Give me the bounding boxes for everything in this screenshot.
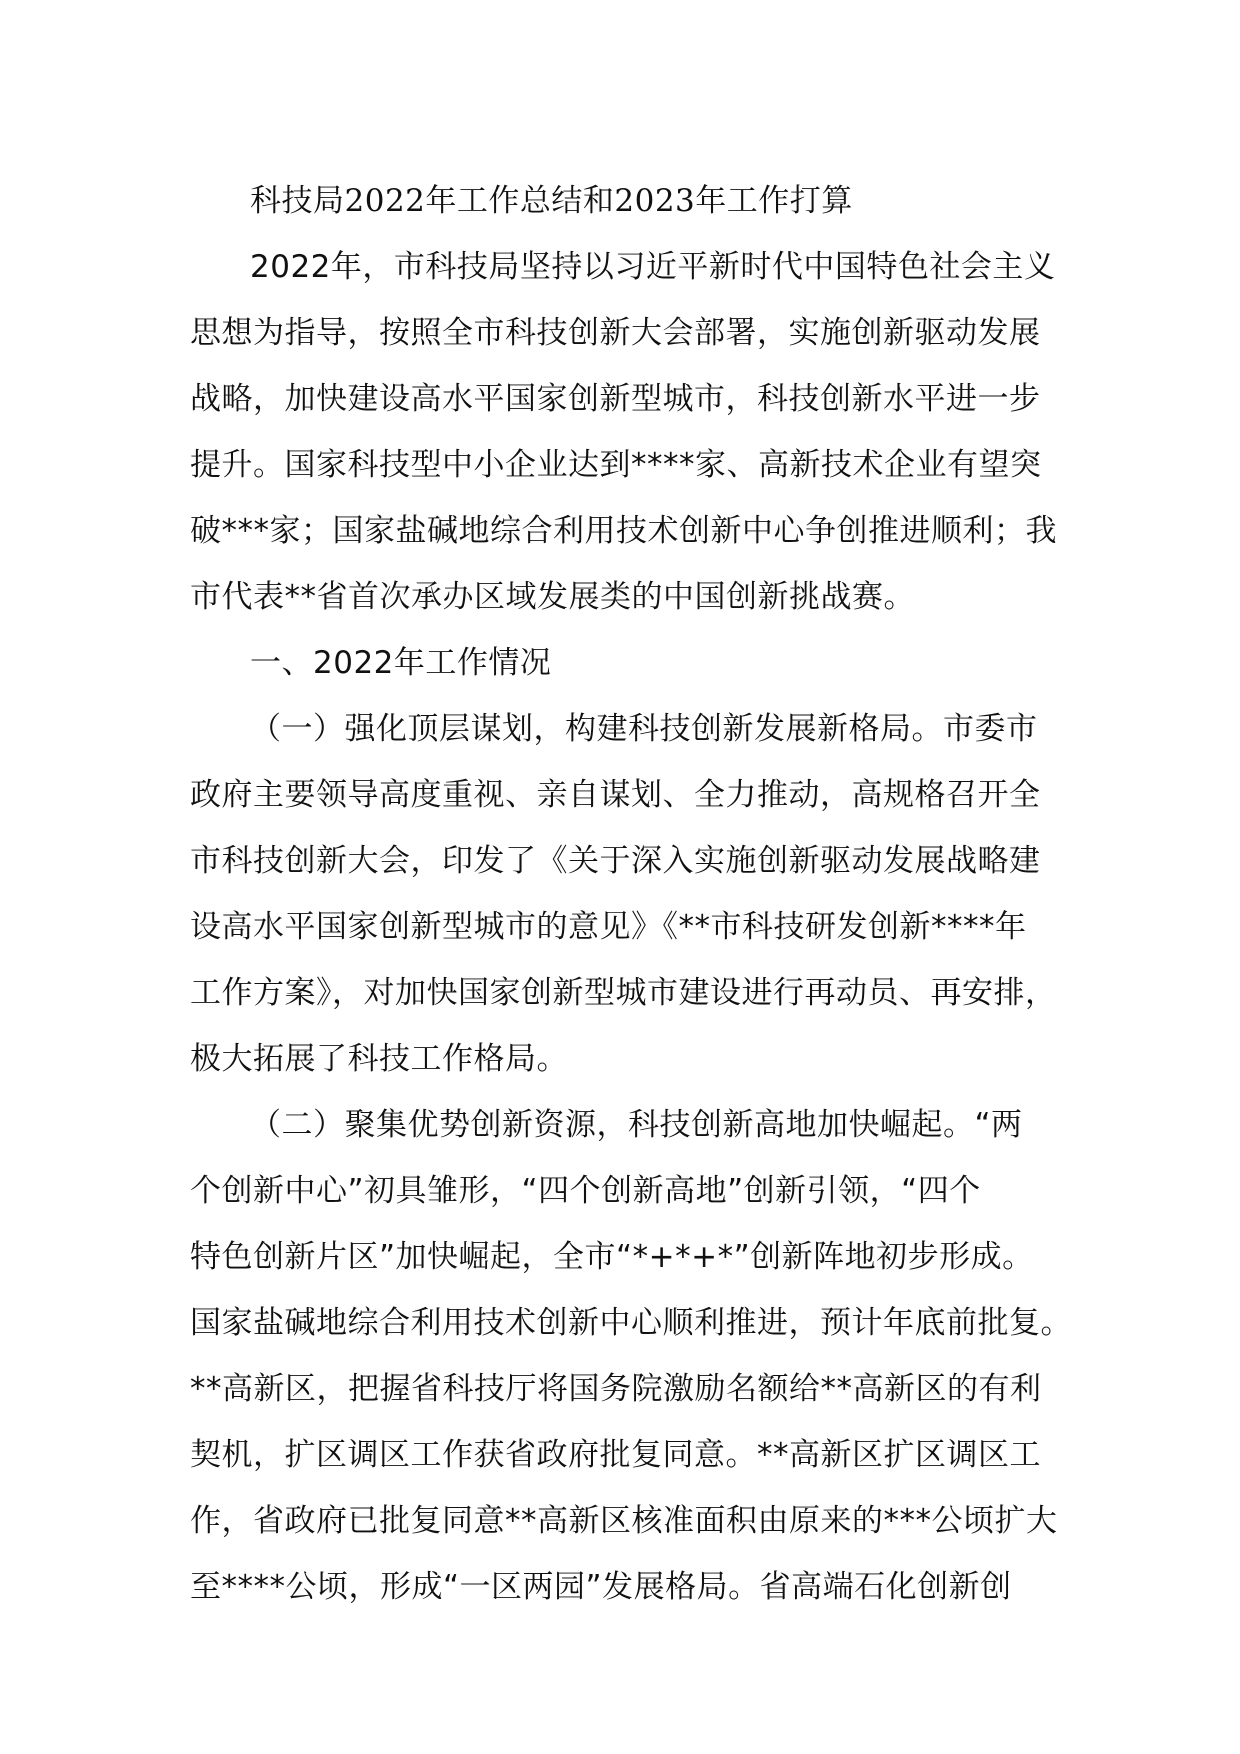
paragraph-2-line: 至****公顷，形成“一区两园”发展格局。省高端石化创新创 [190, 1569, 1012, 1605]
paragraph-2-line: （二）聚集优势创新资源，科技创新高地加快崛起。“两 [250, 1107, 1023, 1143]
paragraph-1-line: 设高水平国家创新型城市的意见》《**市科技研发创新****年 [190, 909, 1027, 945]
paragraph-1-line: 极大拓展了科技工作格局。 [190, 1041, 568, 1077]
paragraph-2-line: 作，省政府已批复同意**高新区核准面积由原来的***公顷扩大 [190, 1503, 1058, 1539]
paragraph-2-line: 国家盐碱地综合利用技术创新中心顺利推进，预计年底前批复。 [190, 1305, 1072, 1341]
document-title: 科技局2022年工作总结和2023年工作打算 [250, 183, 853, 219]
paragraph-2-line: **高新区，把握省科技厅将国务院激励名额给**高新区的有利 [190, 1371, 1042, 1407]
paragraph-1-line: 政府主要领导高度重视、亲自谋划、全力推动，高规格召开全 [190, 777, 1041, 813]
paragraph-intro-line: 提升。国家科技型中小企业达到****家、高新技术企业有望突 [190, 447, 1042, 483]
paragraph-intro-line: 2022年，市科技局坚持以习近平新时代中国特色社会主义 [250, 249, 1056, 285]
document-body [190, 168, 1070, 1620]
paragraph-2-line: 个创新中心”初具雏形，“四个创新高地”创新引领，“四个 [190, 1173, 981, 1209]
paragraph-intro-line: 思想为指导，按照全市科技创新大会部署，实施创新驱动发展 [190, 315, 1041, 351]
paragraph-1-line: 市科技创新大会，印发了《关于深入实施创新驱动发展战略建 [190, 843, 1041, 879]
paragraph-intro-line: 战略，加快建设高水平国家创新型城市，科技创新水平进一步 [190, 381, 1041, 417]
paragraph-2-line: 特色创新片区”加快崛起，全市“*+*+*”创新阵地初步形成。 [190, 1239, 1034, 1275]
paragraph-1-line: （一）强化顶层谋划，构建科技创新发展新格局。市委市 [250, 711, 1038, 747]
paragraph-intro-line: 破***家；国家盐碱地综合利用技术创新中心争创推进顺利；我 [190, 513, 1057, 549]
paragraph-intro-line: 市代表**省首次承办区域发展类的中国创新挑战赛。 [190, 579, 915, 615]
paragraph-1-line: 工作方案》，对加快国家创新型城市建设进行再动员、再安排， [190, 975, 1057, 1011]
section-heading: 一、2022年工作情况 [250, 645, 552, 681]
paragraph-2-line: 契机，扩区调区工作获省政府批复同意。**高新区扩区调区工 [190, 1437, 1041, 1473]
